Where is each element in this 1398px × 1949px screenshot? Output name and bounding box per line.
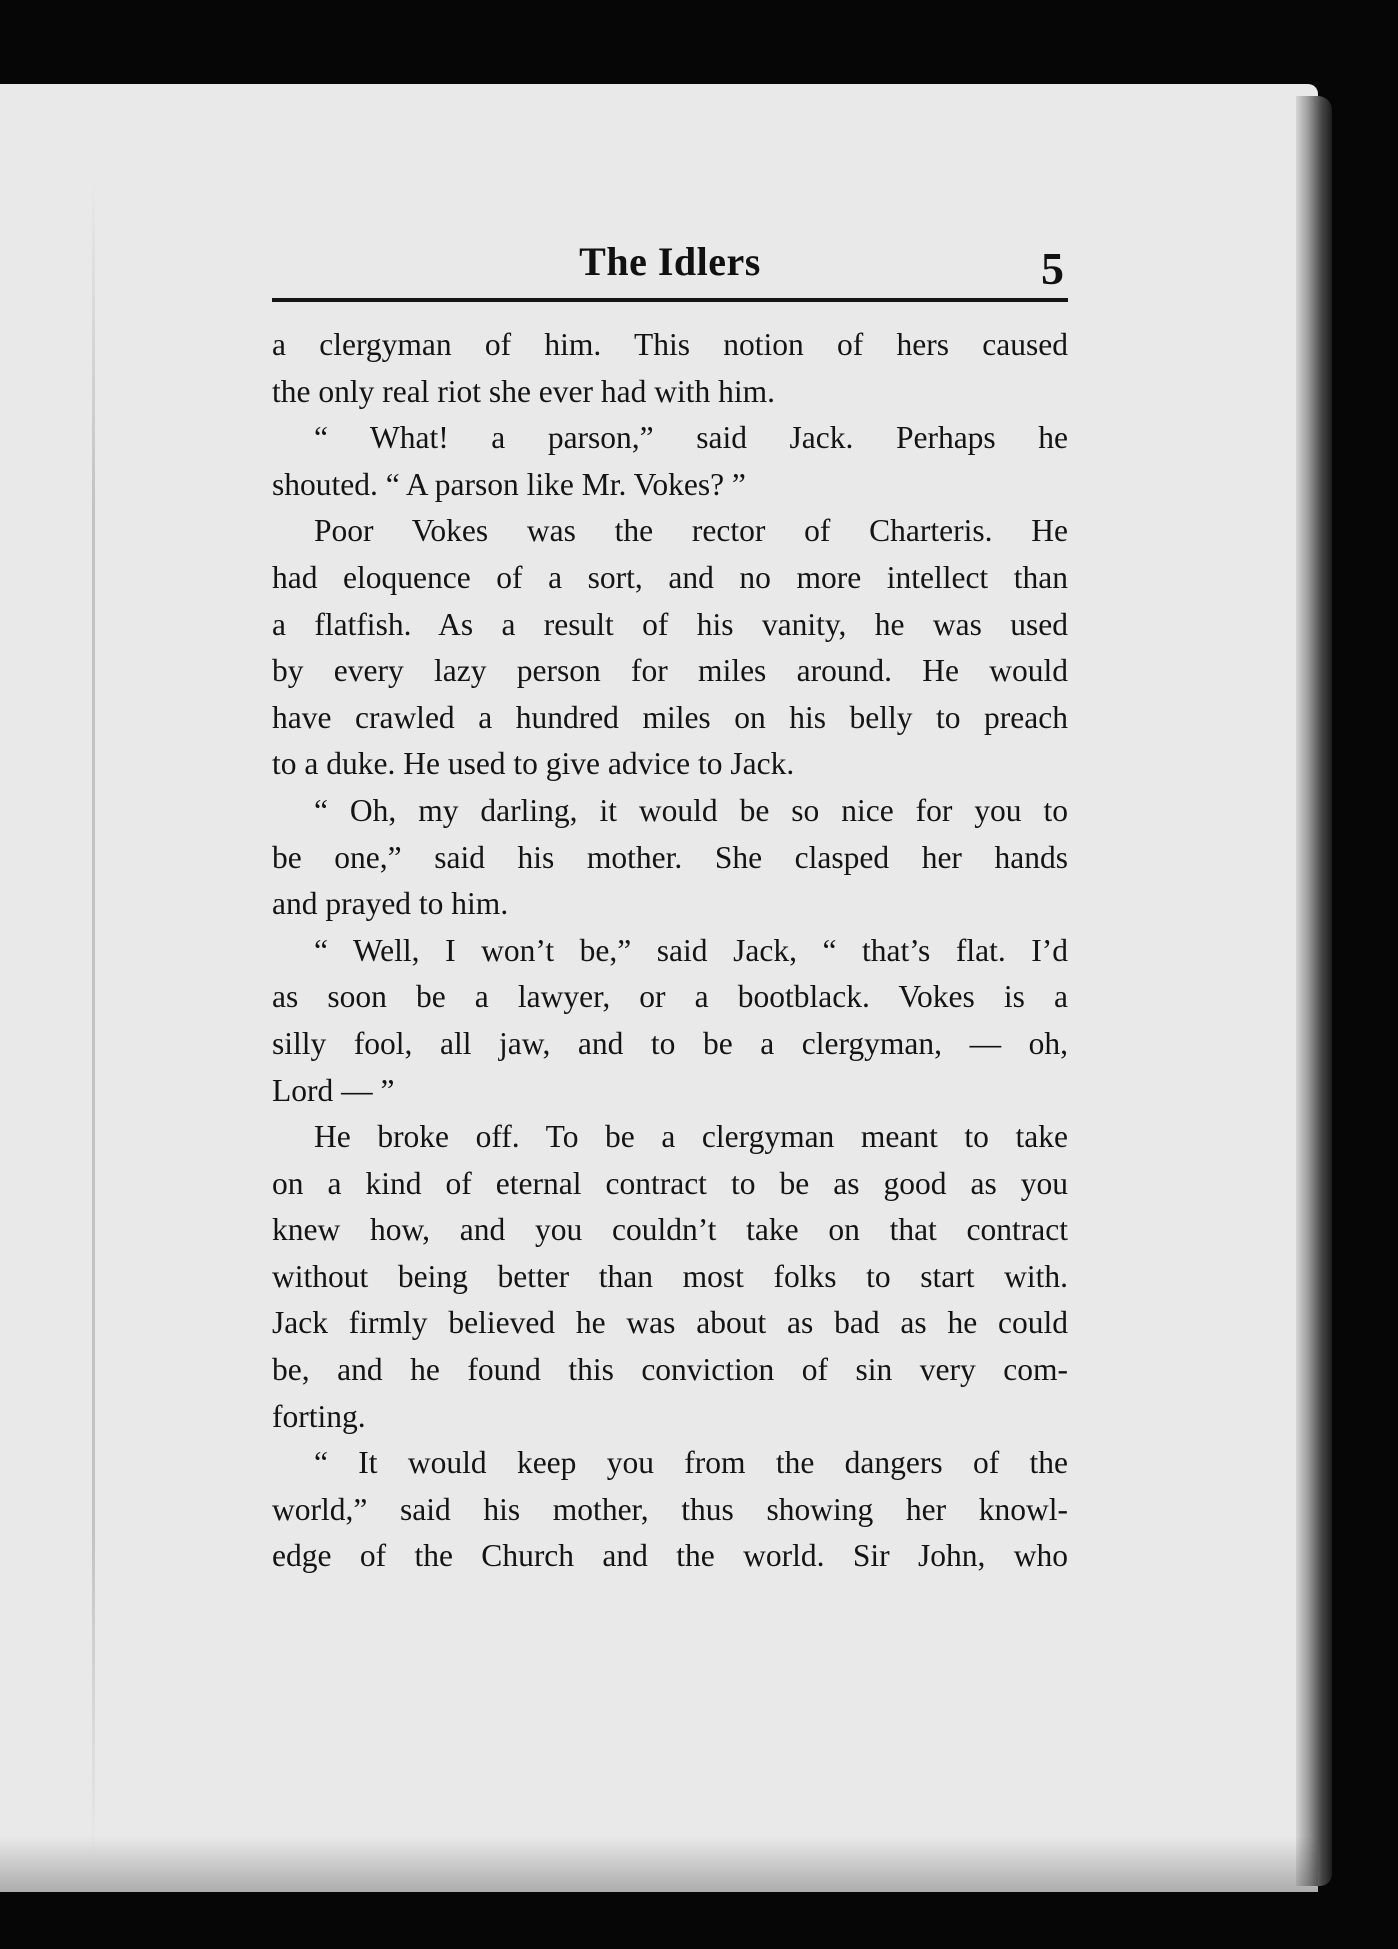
text-line: be, and he found this conviction of sin very com- — [272, 1352, 1068, 1388]
text-line: to a duke. He used to give advice to Jack. — [272, 746, 795, 782]
header-rule — [272, 298, 1068, 302]
text-line: as soon be a lawyer, or a bootblack. Vokes is a — [272, 979, 1068, 1015]
text-line: Poor Vokes was the rector of Charteris. He — [314, 513, 1068, 549]
text-line: had eloquence of a sort, and no more intellect than — [272, 559, 1068, 595]
page-bottom-shadow — [0, 1836, 1318, 1892]
running-head: The Idlers — [579, 239, 761, 284]
text-line: edge of the Church and the world. Sir John, who — [272, 1538, 1068, 1574]
text-line: forting. — [272, 1398, 366, 1434]
page-number: 5 — [1041, 243, 1064, 294]
text-line: Lord — ” — [272, 1072, 395, 1108]
page-edge — [1296, 96, 1332, 1886]
text-line: silly fool, all jaw, and to be a clergyman, — oh, — [272, 1025, 1068, 1061]
text-line: knew how, and you couldn’t take on that contract — [272, 1212, 1068, 1248]
text-line: have crawled a hundred miles on his belly to preach — [272, 699, 1068, 735]
text-line: “ Well, I won’t be,” said Jack, “ that’s flat. I’d — [314, 932, 1068, 968]
page-header — [272, 232, 1068, 298]
text-line: “ What! a parson,” said Jack. Perhaps he — [314, 420, 1068, 456]
binding-gutter — [92, 180, 95, 1860]
text-line: be one,” said his mother. She clasped her hands — [272, 839, 1068, 875]
body-text — [272, 322, 1068, 1580]
text-line: “ Oh, my darling, it would be so nice for you to — [314, 792, 1068, 828]
text-line: “ It would keep you from the dangers of the — [314, 1445, 1068, 1481]
text-line: world,” said his mother, thus showing her knowl- — [272, 1491, 1068, 1527]
text-line: on a kind of eternal contract to be as good as you — [272, 1165, 1068, 1201]
text-line: Jack firmly believed he was about as bad as he could — [272, 1305, 1068, 1341]
text-line: shouted. “ A parson like Mr. Vokes? ” — [272, 466, 746, 502]
text-line: the only real riot she ever had with him. — [272, 373, 775, 409]
text-line: without being better than most folks to start with. — [272, 1258, 1068, 1294]
text-line: He broke off. To be a clergyman meant to take — [314, 1119, 1068, 1155]
text-line: by every lazy person for miles around. He would — [272, 653, 1068, 689]
text-line: a flatfish. As a result of his vanity, he was used — [272, 606, 1068, 642]
text-line: a clergyman of him. This notion of hers caused — [272, 327, 1068, 362]
text-line: and prayed to him. — [272, 886, 509, 922]
